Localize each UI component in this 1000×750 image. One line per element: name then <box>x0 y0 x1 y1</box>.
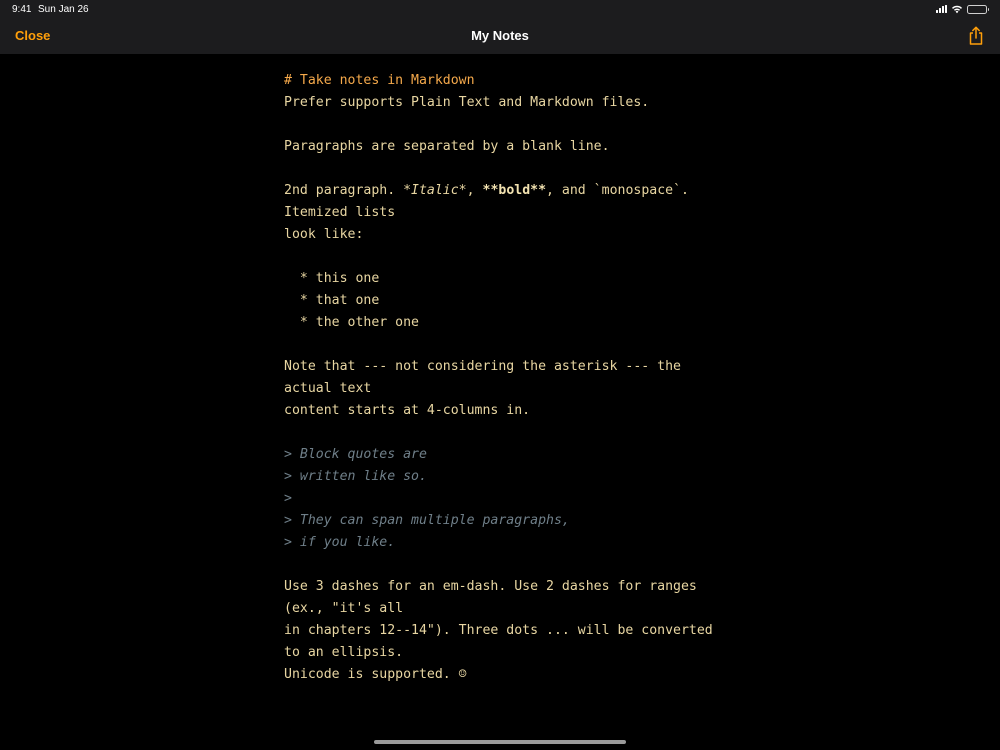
blank-line <box>284 114 744 136</box>
markdown-heading: # Take notes in Markdown <box>284 73 475 88</box>
block-quote-line: > Block quotes are <box>284 447 427 462</box>
text-line: Paragraphs are separated by a blank line. <box>284 139 610 154</box>
share-icon[interactable] <box>966 26 986 46</box>
blank-line <box>284 158 744 180</box>
wifi-icon <box>951 4 963 14</box>
list-item: * that one <box>284 293 380 308</box>
blank-line <box>284 334 744 356</box>
cellular-signal-icon <box>936 5 947 13</box>
text-line: actual text <box>284 381 372 396</box>
text-line: Note that --- not considering the asterisk --- the <box>284 359 681 374</box>
bold-text: **bold** <box>482 183 547 198</box>
list-item: * the other one <box>284 315 419 330</box>
note-editor[interactable] <box>284 70 744 686</box>
text-line: Itemized lists <box>284 205 396 220</box>
status-icons <box>936 4 987 14</box>
status-time: 9:41 <box>12 4 32 15</box>
text-line: to an ellipsis. <box>284 645 404 660</box>
blank-line <box>284 422 744 444</box>
block-quote-line: > They can span multiple paragraphs, <box>284 513 570 528</box>
blank-line <box>284 554 744 576</box>
text-line: (ex., "it's all <box>284 601 404 616</box>
close-button[interactable]: Close <box>15 28 51 43</box>
page-title: My Notes <box>471 28 529 43</box>
text-line: look like: <box>284 227 364 242</box>
text-line: Prefer supports Plain Text and Markdown files. <box>284 95 650 110</box>
status-bar <box>0 0 1000 18</box>
block-quote-line: > <box>284 491 292 506</box>
text-segment: , and `monospace`. <box>546 183 689 198</box>
block-quote-line: > written like so. <box>284 469 427 484</box>
status-date: Sun Jan 26 <box>38 4 89 15</box>
text-segment: 2nd paragraph. <box>284 183 404 198</box>
text-line-formatting <box>284 180 744 202</box>
blank-line <box>284 246 744 268</box>
text-segment: , <box>466 183 483 198</box>
block-quote-line: > if you like. <box>284 535 396 550</box>
home-indicator[interactable] <box>374 740 626 744</box>
list-item: * this one <box>284 271 380 286</box>
italic-text: *Italic* <box>403 183 467 198</box>
text-line: Unicode is supported. ☺ <box>284 667 467 682</box>
text-line: content starts at 4-columns in. <box>284 403 531 418</box>
battery-icon <box>967 5 987 14</box>
text-line: Use 3 dashes for an em-dash. Use 2 dashes for ranges <box>284 579 697 594</box>
navigation-bar <box>0 18 1000 54</box>
text-line: in chapters 12--14"). Three dots ... will be converted <box>284 623 713 638</box>
